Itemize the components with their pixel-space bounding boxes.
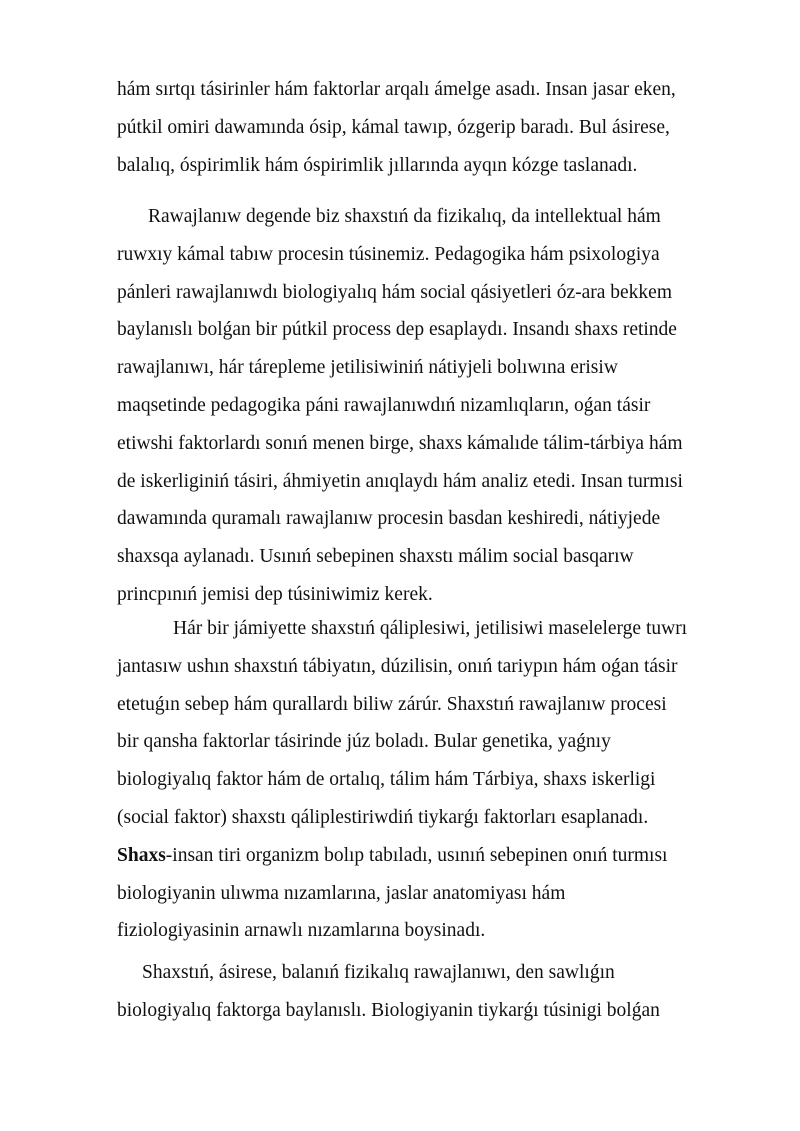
paragraph-3 [117,610,757,950]
text-line: Hár bir jámiyette shaxstıń qáliplesiwi, jetilisiwi maselelerge tuwrı [173,618,688,639]
text-line: dawamında quramalı rawajlanıw procesin basdan keshiredi, nátiyjede [117,508,661,530]
text-line: biologiyalıq faktorga baylanıslı. Biologiyanin tiykarǵı túsinigi bolǵan [117,999,660,1021]
paragraph-4 [117,954,757,1030]
text-line: maqsetinde pedagogika páni rawajlanıwdıń nizamlıqların, oǵan tásir [117,394,651,416]
text-line: pútkil omiri dawamında ósip, kámal tawıp, ózgerip baradı. Bul ásirese, [117,116,670,138]
text-line: (social faktor) shaxstı qáliplestiriwdiń tiykarǵı faktorları esaplanadı. [117,806,649,828]
text-line: princpınıń jemisi dep túsiniwimiz kerek. [117,583,433,605]
paragraph-1 [117,71,757,184]
text-line: biologiyanin ulıwma nızamlarına, jaslar anatomiyası hám [117,882,566,904]
text-line: fiziologiyasinin arnawlı nızamlarına boysinadı. [117,920,486,942]
text-line-rest: -insan tiri organizm bolıp tabıladı, usınıń sebepinen onıń turmısı [165,844,668,866]
text-line: de iskerliginiń tásiri, áhmiyetin anıqlaydı hám analiz etedi. Insan turmısi [117,470,683,492]
text-line: shaxsqa aylanadı. Usınıń sebepinen shaxstı málim social basqarıw [117,546,634,568]
text-line: baylanıslı bolǵan bir pútkil process dep esaplaydı. Insandı shaxs retinde [117,319,677,341]
text-line: ruwxıy kámal tabıw procesin túsinemiz. Pedagogika hám psixologiya [117,243,660,265]
text-line: bir qansha faktorlar tásirinde júz boladı. Bular genetika, yaǵnıy [117,731,611,753]
text-line: Shaxstıń, ásirese, balanıń fizikalıq rawajlanıwı, den sawlıǵın [142,962,615,983]
text-line: Rawajlanıw degende biz shaxstıń da fizikalıq, da intellektual hám [148,206,661,227]
paragraph-2 [117,198,757,614]
text-line: etiwshi faktorlardı sonıń menen birge, shaxs kámalıde tálim-tárbiya hám [117,432,683,454]
text-line: etetuǵın sebep hám qurallardı biliw zárúr. Shaxstıń rawajlanıw procesi [117,693,667,715]
text-line: rawajlanıwı, hár tárepleme jetilisiwiniń nátiyjeli bolıwına erisiw [117,357,618,379]
bold-term: Shaxs [117,844,166,866]
text-line: jantasıw ushın shaxstıń tábiyatın, dúzilisin, onıń tariypın hám oǵan tásir [117,655,678,677]
text-line [117,837,757,875]
text-line: pánleri rawajlanıwdı biologiyalıq hám social qásiyetleri óz-ara bekkem [117,281,673,303]
text-line: biologiyalıq faktor hám de ortalıq, tálim hám Tárbiya, shaxs iskerligi [117,769,656,791]
text-line: hám sırtqı tásirinler hám faktorlar arqalı ámelge asadı. Insan jasar eken, [117,79,676,100]
text-line: balalıq, óspirimlik hám óspirimlik jıllarında ayqın kózge taslanadı. [117,154,638,176]
